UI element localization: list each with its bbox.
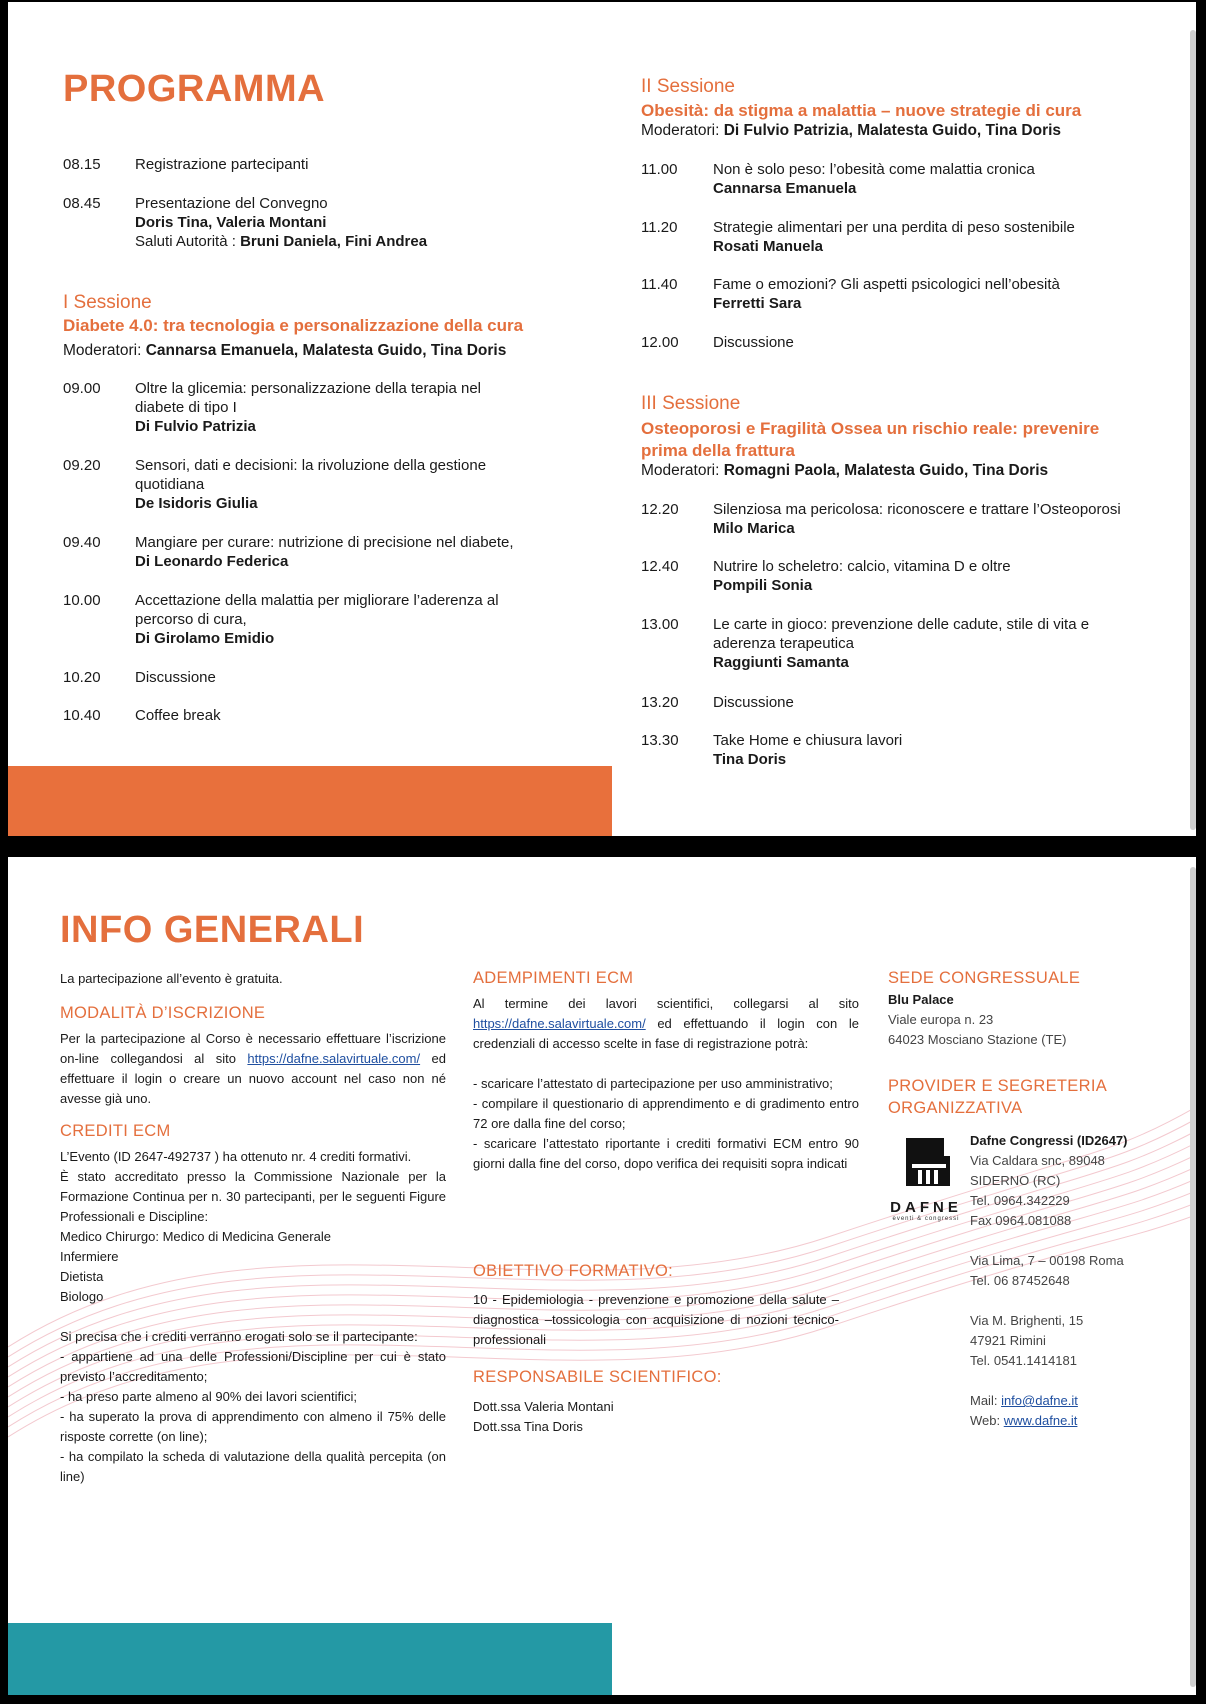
dafne-logo-icon [886,1134,966,1192]
speaker: Raggiunti Samanta [713,654,849,671]
session-heading: I Sessione [63,292,152,313]
speaker: Pompili Sonia [713,577,813,594]
speaker: De Isidoris Giulia [135,495,258,512]
section-heading: RESPONSABILE SCIENTIFICO: [473,1368,722,1386]
provider-heading-cont: ORGANIZZATIVA [888,1099,1023,1117]
provider-heading: PROVIDER E SEGRETERIA [888,1077,1108,1095]
dafne-logo [886,1134,966,1234]
moderators [641,461,1048,481]
condition-item: - ha superato la prova di apprendimento con almeno il 75% delle risposte corrette (on line); [60,1409,446,1444]
scrollbar[interactable] [1190,30,1196,830]
time: 12.40 [641,558,679,575]
time: 13.20 [641,694,679,711]
contact-line: 47921 Rimini [970,1333,1046,1348]
talk-title: Strategie alimentari per una perdita di peso sostenibile [713,219,1075,236]
objective-text: 10 - Epidemiologia - prevenzione e promozione della salute – diagnostica –tossicologia con acquisizione di nozioni tecnico-professionali [473,1292,839,1347]
web-link[interactable]: www.dafne.it [1003,1413,1078,1428]
talk-title: Discussione [713,334,794,351]
scrollbar[interactable] [1190,867,1196,1687]
talk-title: Presentazione del Convegno [135,195,328,212]
moderators [641,121,1061,141]
credits-p1: L’Evento (ID 2647-492737 ) ha ottenuto nr. 4 crediti formativi. [60,1149,412,1164]
speaker: Rosati Manuela [713,238,824,255]
program-row [641,333,1181,353]
teal-footer-band [8,1623,612,1695]
ecm-steps [473,994,859,1174]
program-row [63,706,583,726]
talk-title-cont: aderenza terapeutica [713,635,854,652]
venue [888,990,1066,1050]
talk-title-cont: diabete di tipo I [135,399,237,416]
talk-title: Registrazione partecipanti [135,156,309,173]
ecm-bullet: - compilare il questionario di apprendimento e di gradimento entro 72 ore dalla fine del corso; [473,1096,859,1131]
registration-text [60,1029,446,1109]
session-heading: III Sessione [641,393,741,414]
contact-line: Via Lima, 7 – 00198 Roma [970,1253,1124,1268]
time: 13.00 [641,616,679,633]
section-heading: MODALITÀ D’ISCRIZIONE [60,1004,266,1022]
ecm-text-a: Al termine dei lavori scientifici, collegarsi al sito [473,996,859,1011]
logo-tagline: eventi & congressi [892,1216,960,1222]
moderators-names: Romagni Paola, Malatesta Guido, Tina Doris [723,462,1049,479]
figure-item: Biologo [60,1289,104,1304]
contact-line: Fax 0964.081088 [970,1213,1072,1228]
talk-title-cont: percorso di cura, [135,611,247,628]
time: 10.40 [63,707,101,724]
section-heading: SEDE CONGRESSUALE [888,969,1081,987]
time: 09.20 [63,457,101,474]
scientific-lead: Dott.ssa Valeria Montani [473,1399,614,1414]
contact-line: Tel. 0541.1414181 [970,1353,1077,1368]
info-page [8,857,1196,1695]
session-subtitle: Diabete 4.0: tra tecnologia e personalizzazione della cura [63,316,524,335]
provider-company: Dafne Congressi (ID2647) [970,1133,1128,1148]
talk-title: Discussione [135,669,216,686]
moderators [63,341,506,361]
talk-title: Oltre la glicemia: personalizzazione della terapia nel [135,380,482,397]
talk-title: Silenziosa ma pericolosa: riconoscere e trattare l’Osteoporosi [713,501,1121,518]
figure-item: Dietista [60,1269,104,1284]
orange-footer-band [8,766,612,836]
ecm-bullet: - scaricare l’attestato riportante i crediti formativi ECM entro 90 giorni dalla fine del corso, dopo verifica dei requisiti sopra indicati [473,1136,859,1171]
time: 13.30 [641,732,679,749]
contact-line: Tel. 06 87452648 [970,1273,1070,1288]
talk-title: Accettazione della malattia per migliorare l’aderenza al [135,592,499,609]
speaker: Di Leonardo Federica [135,553,289,570]
speaker: Di Fulvio Patrizia [135,418,256,435]
scientific-lead: Dott.ssa Tina Doris [473,1419,583,1434]
time: 10.00 [63,592,101,609]
time: 11.20 [641,219,678,236]
scientific-leads [473,1397,839,1437]
program-row [63,668,583,688]
venue-city: 64023 Mosciano Stazione (TE) [888,1032,1067,1047]
section-heading [888,1075,1107,1119]
page-title: INFO GENERALI [60,909,365,951]
program-row [641,557,1181,597]
time: 08.45 [63,195,101,212]
moderators-label: Moderatori: [641,462,724,479]
speaker: Doris Tina, Valeria Montani [135,214,327,231]
time: 12.00 [641,334,679,351]
speaker: Tina Doris [713,751,787,768]
contact-line: Tel. 0964.342229 [970,1193,1070,1208]
web-label: Web: [970,1413,1004,1428]
speaker: Cannarsa Emanuela [713,180,857,197]
time: 08.15 [63,156,101,173]
program-row [641,731,1181,771]
registration-text-b: ed effettuare il login o creare un nuovo account nel caso non né avesse già uno. [60,1051,446,1106]
program-row [63,155,563,175]
session-heading: II Sessione [641,76,735,97]
speaker: Milo Marica [713,520,795,537]
program-row [641,693,1181,713]
provider-contacts [970,1131,1128,1431]
moderators-names: Di Fulvio Patrizia, Malatesta Guido, Tina Doris [723,122,1062,139]
credits-p3: Si precisa che i crediti verranno erogati solo se il partecipante: [60,1329,418,1344]
condition-item: - ha compilato la scheda di valutazione della qualità percepita (on line) [60,1449,446,1484]
speaker: Ferretti Sara [713,295,802,312]
program-row [63,591,583,651]
program-row [641,160,1181,200]
program-row [641,615,1181,675]
time: 11.00 [641,161,678,178]
moderators-names: Cannarsa Emanuela, Malatesta Guido, Tina Doris [145,342,507,359]
time: 12.20 [641,501,679,518]
mail-label: Mail: [970,1393,1002,1408]
talk-title: Sensori, dati e decisioni: la rivoluzione della gestione [135,457,487,474]
talk-title: Mangiare per curare: nutrizione di precisione nel diabete, [135,534,514,551]
registration-link[interactable]: https://dafne.salavirtuale.com/ [247,1051,421,1066]
time: 09.00 [63,380,101,397]
talk-title: Fame o emozioni? Gli aspetti psicologici nell’obesità [713,276,1060,293]
program-row [63,194,563,254]
figure-item: Medico Chirurgo: Medico di Medicina Generale [60,1229,331,1244]
figure-item: Infermiere [60,1249,119,1264]
section-heading: ADEMPIMENTI ECM [473,969,634,987]
free-participation: La partecipazione all’evento è gratuita. [60,971,283,986]
venue-address: Viale europa n. 23 [888,1012,994,1027]
talk-title: Non è solo peso: l’obesità come malattia cronica [713,161,1035,178]
registration-text-a: Per la partecipazione al Corso è necessario effettuare l’iscrizione on-line collegandosi al sito [60,1031,446,1066]
contact-line: SIDERNO (RC) [970,1173,1061,1188]
section-heading: OBIETTIVO FORMATIVO: [473,1262,674,1280]
talk-title: Coffee break [135,707,221,724]
moderators-label: Moderatori: [63,342,146,359]
time: 11.40 [641,276,678,293]
venue-name: Blu Palace [888,992,954,1007]
program-row [63,379,583,439]
greetings-label: Saluti Autorità : [135,233,241,250]
greetings-names: Bruni Daniela, Fini Andrea [240,233,428,250]
condition-item: - appartiene ad una delle Professioni/Discipline per cui è stato previsto l’accreditamento; [60,1349,446,1384]
ecm-text-b: ed effettuando il login con le credenziali di accesso scelte in fase di registrazione potrà: [473,1016,859,1051]
contact-line: Via Caldara snc, 89048 [970,1153,1105,1168]
program-row [63,533,583,573]
session-subtitle-cont: prima della frattura [641,441,795,460]
ecm-bullet: - scaricare l’attestato di partecipazione per uso amministrativo; [473,1076,833,1091]
logo-wordmark: DAFNE [890,1199,962,1216]
condition-item: - ha preso parte almeno al 90% dei lavori scientifici; [60,1389,357,1404]
section-heading: CREDITI ECM [60,1122,171,1140]
talk-title: Le carte in gioco: prevenzione delle cadute, stile di vita e [713,616,1090,633]
moderators-label: Moderatori: [641,122,724,139]
talk-title: Discussione [713,694,794,711]
talk-title: Nutrire lo scheletro: calcio, vitamina D e oltre [713,558,1011,575]
page-title: PROGRAMMA [63,68,326,110]
session-subtitle: Obesità: da stigma a malattia – nuove strategie di cura [641,101,1082,120]
program-row [641,218,1181,258]
program-row [641,500,1181,540]
session-subtitle: Osteoporosi e Fragilità Ossea un rischio reale: prevenire [641,419,1100,438]
program-row [641,275,1181,315]
time: 09.40 [63,534,101,551]
contact-line: Via M. Brighenti, 15 [970,1313,1084,1328]
time: 10.20 [63,669,101,686]
speaker: Di Girolamo Emidio [135,630,275,647]
program-row [63,456,583,516]
ecm-link[interactable]: https://dafne.salavirtuale.com/ [473,1016,646,1031]
credits-p2: È stato accreditato presso la Commissione Nazionale per la Formazione Continua per n. 30 partecipanti, per le seguenti Figure Professionali e Discipline: [60,1169,446,1224]
programma-page [8,2,1196,836]
talk-title: Take Home e chiusura lavori [713,732,903,749]
talk-title-cont: quotidiana [135,476,205,493]
mail-link[interactable]: info@dafne.it [1001,1393,1078,1408]
credits-info [60,1147,446,1487]
